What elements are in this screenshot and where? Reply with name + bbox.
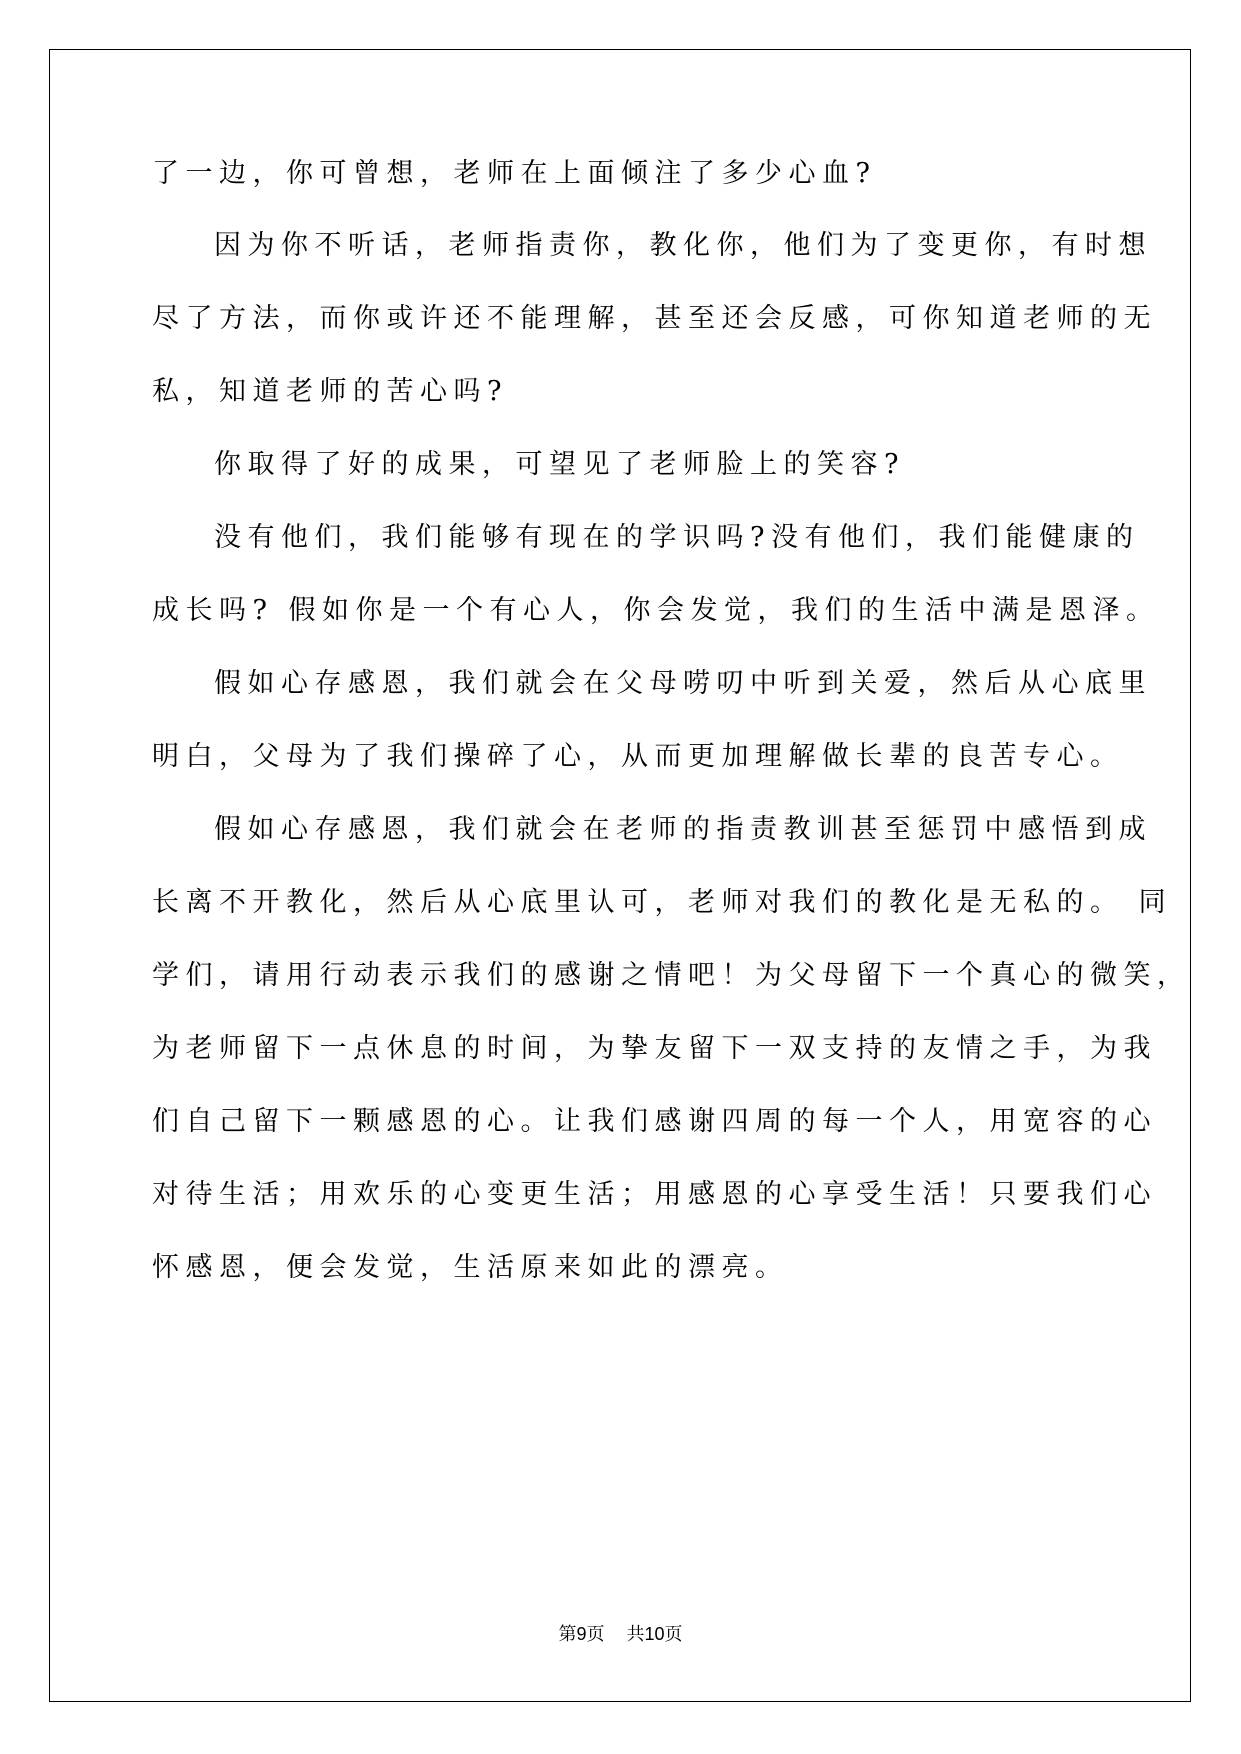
- text-line: 尽了方法，而你或许还不能理解，甚至还会反感，可你知道老师的无: [152, 303, 1157, 334]
- text-line: 了一边，你可曾想，老师在上面倾注了多少心血?: [152, 158, 877, 189]
- text-line: 怀感恩，便会发觉，生活原来如此的漂亮。: [152, 1252, 789, 1283]
- total-pages: 10: [644, 1624, 665, 1644]
- text-line: 假如心存感恩，我们就会在父母唠叨中听到关爱，然后从心底里: [214, 668, 1152, 699]
- text-line: 明白，父母为了我们操碎了心，从而更加理解做长辈的良苦专心。: [152, 741, 1124, 772]
- text-line: 你取得了好的成果，可望见了老师脸上的笑容?: [214, 449, 905, 480]
- text-line: 没有他们，我们能够有现在的学识吗?没有他们，我们能健康的: [214, 522, 1140, 553]
- page-border: [49, 49, 1191, 1702]
- total-prefix: 共: [626, 1624, 645, 1645]
- text-line: 成长吗? 假如你是一个有心人，你会发觉，我们的生活中满是恩泽。: [152, 595, 1160, 626]
- total-suffix: 页: [664, 1624, 683, 1645]
- text-line: 为老师留下一点休息的时间，为挚友留下一双支持的友情之手，为我: [152, 1033, 1157, 1064]
- text-line: 假如心存感恩，我们就会在老师的指责教训甚至惩罚中感悟到成: [214, 814, 1152, 845]
- text-line: 对待生活；用欢乐的心变更生活；用感恩的心享受生活！只要我们心: [152, 1179, 1157, 1210]
- text-line: 学们，请用行动表示我们的感谢之情吧！为父母留下一个真心的微笑，: [152, 960, 1191, 991]
- page-number: 9: [576, 1624, 587, 1644]
- page-prefix: 第: [558, 1624, 577, 1645]
- text-line: 长离不开教化，然后从心底里认可，老师对我们的教化是无私的。 同: [152, 887, 1173, 918]
- text-line: 们自己留下一颗感恩的心。让我们感谢四周的每一个人，用宽容的心: [152, 1106, 1157, 1137]
- page-suffix: 页: [586, 1624, 605, 1645]
- text-line: 因为你不听话，老师指责你，教化你，他们为了变更你，有时想: [214, 230, 1152, 261]
- page-footer: [0, 1620, 1241, 1646]
- text-line: 私，知道老师的苦心吗?: [152, 376, 508, 407]
